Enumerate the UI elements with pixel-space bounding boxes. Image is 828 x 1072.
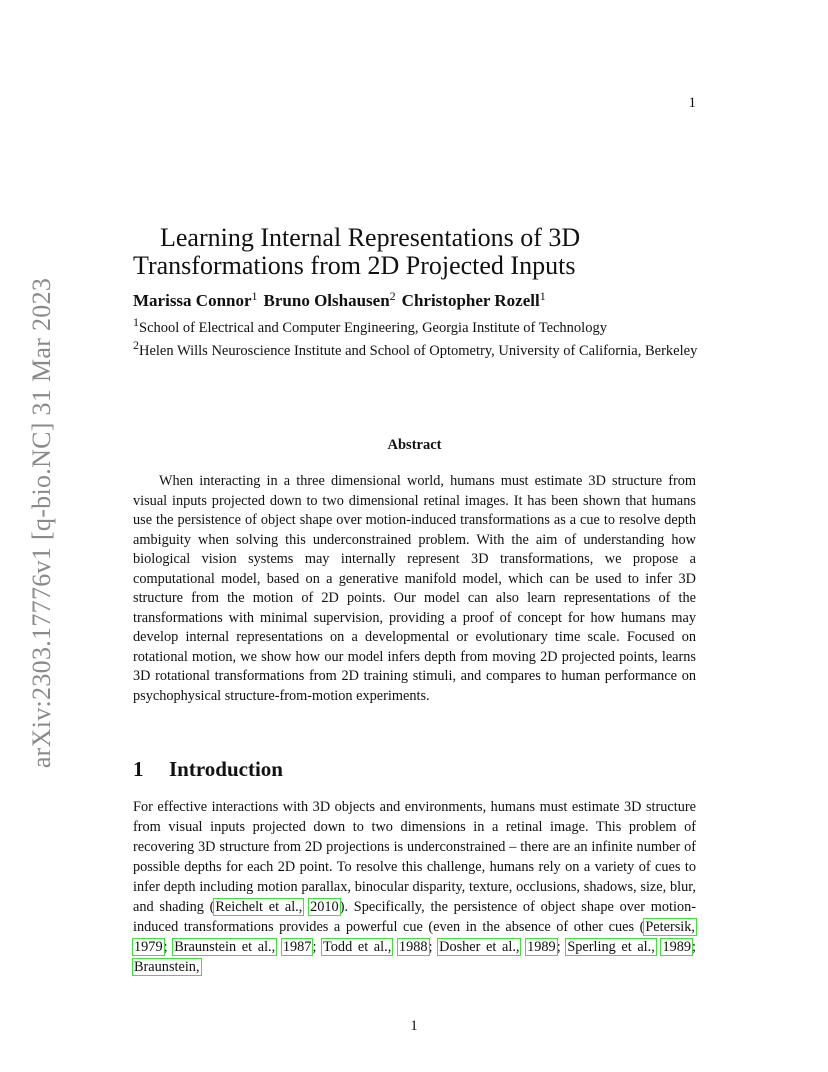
citation-link[interactable]: Todd et al.,	[323, 939, 392, 955]
section-number: 1	[133, 757, 144, 781]
paragraph-text: ). Specifically, the persistence of object shape over motion-induced transformations provides a powerful cue (even in the absence of other cues (	[133, 899, 697, 935]
introduction-paragraph	[133, 797, 696, 977]
citation-separator: ;	[556, 939, 567, 955]
header-page-number: 1	[688, 95, 696, 111]
affiliation-text: Helen Wills Neuroscience Institute and School of Optometry, University of California, Berkeley	[139, 343, 698, 359]
citation-link[interactable]: Braunstein et al.,	[174, 939, 276, 955]
citation-separator: ;	[163, 939, 174, 955]
author-affiliation-mark: 2	[389, 289, 396, 303]
author-list	[133, 291, 546, 311]
citation-link[interactable]: Braunstein,	[134, 959, 200, 975]
citation-separator: ;	[692, 939, 697, 955]
citation-separator: ;	[428, 939, 439, 955]
paragraph-text: For effective interactions with 3D objects and environments, humans must estimate 3D structure from visual inputs projected down to two dimensions in a retinal image. This problem of recovering 3D structure from 2D projections is underconstrained – there are an infinite number of possible depths for each 2D point. To resolve this challenge, humans rely on a variety of cues to infer depth including motion parallax, binocular disparity, texture, occlusions, shadows, size, blur, and shading (	[133, 799, 696, 915]
affiliation-mark: 2	[133, 338, 139, 352]
affiliation	[133, 315, 703, 338]
author-name: Christopher Rozell	[401, 291, 540, 310]
section-heading	[133, 757, 283, 782]
abstract-text: When interacting in a three dimensional world, humans must estimate 3D structure from visual inputs projected down to two dimensional retinal images. It has been shown that humans use the persistence of object shape over motion-induced transformations as a cue to resolve depth ambiguity when solving this underconstrained problem. With the aim of understanding how biological vision systems may internally represent 3D transformations, we propose a computational model, based on a generative manifold model, which can be used to infer 3D structure from the motion of 2D points. Our model can also learn representations of the transformations with minimal supervision, providing a proof of concept for how humans may develop internal representations on a developmental or evolutionary time scale. Focused on rotational motion, we show how our model infers depth from moving 2D projected points, learns 3D rotational transformations from 2D training stimuli, and compares to human performance on psychophysical structure-from-motion experiments.	[133, 473, 696, 704]
paper-title: Learning Internal Representations of 3D Transformations from 2D Projected Inputs	[133, 223, 581, 280]
author-affiliation-mark: 1	[251, 289, 258, 303]
citation-link[interactable]: Petersik,	[645, 919, 695, 935]
citation-link[interactable]: Reichelt et al.,	[215, 899, 303, 915]
section-title: Introduction	[169, 757, 283, 781]
footer-page-number: 1	[410, 1018, 418, 1034]
citation-link[interactable]: 2010	[310, 899, 339, 915]
author-name: Bruno Olshausen	[263, 291, 390, 310]
affiliation	[133, 338, 703, 361]
abstract-heading: Abstract	[387, 437, 442, 453]
citation-link[interactable]: Sperling et al.,	[567, 939, 655, 955]
author-name: Marissa Connor	[133, 291, 252, 310]
affiliation-text: School of Electrical and Computer Engineering, Georgia Institute of Technology	[139, 320, 607, 336]
citation-link[interactable]: 1989	[527, 939, 556, 955]
affiliation-mark: 1	[133, 315, 139, 329]
citation-link[interactable]: 1988	[398, 939, 428, 955]
arxiv-identifier-text: arXiv:2303.17776v1 [q-bio.NC] 31 Mar 2023	[27, 277, 57, 769]
citation-link[interactable]: 1979	[134, 939, 163, 955]
citation-link[interactable]: 1987	[282, 939, 312, 955]
author-affiliation-mark: 1	[539, 289, 546, 303]
citation-link[interactable]: Dosher et al.,	[439, 939, 520, 955]
arxiv-identifier-stamp	[22, 268, 62, 778]
citation-separator: ;	[312, 939, 323, 955]
citation-link[interactable]: 1989	[662, 939, 692, 955]
